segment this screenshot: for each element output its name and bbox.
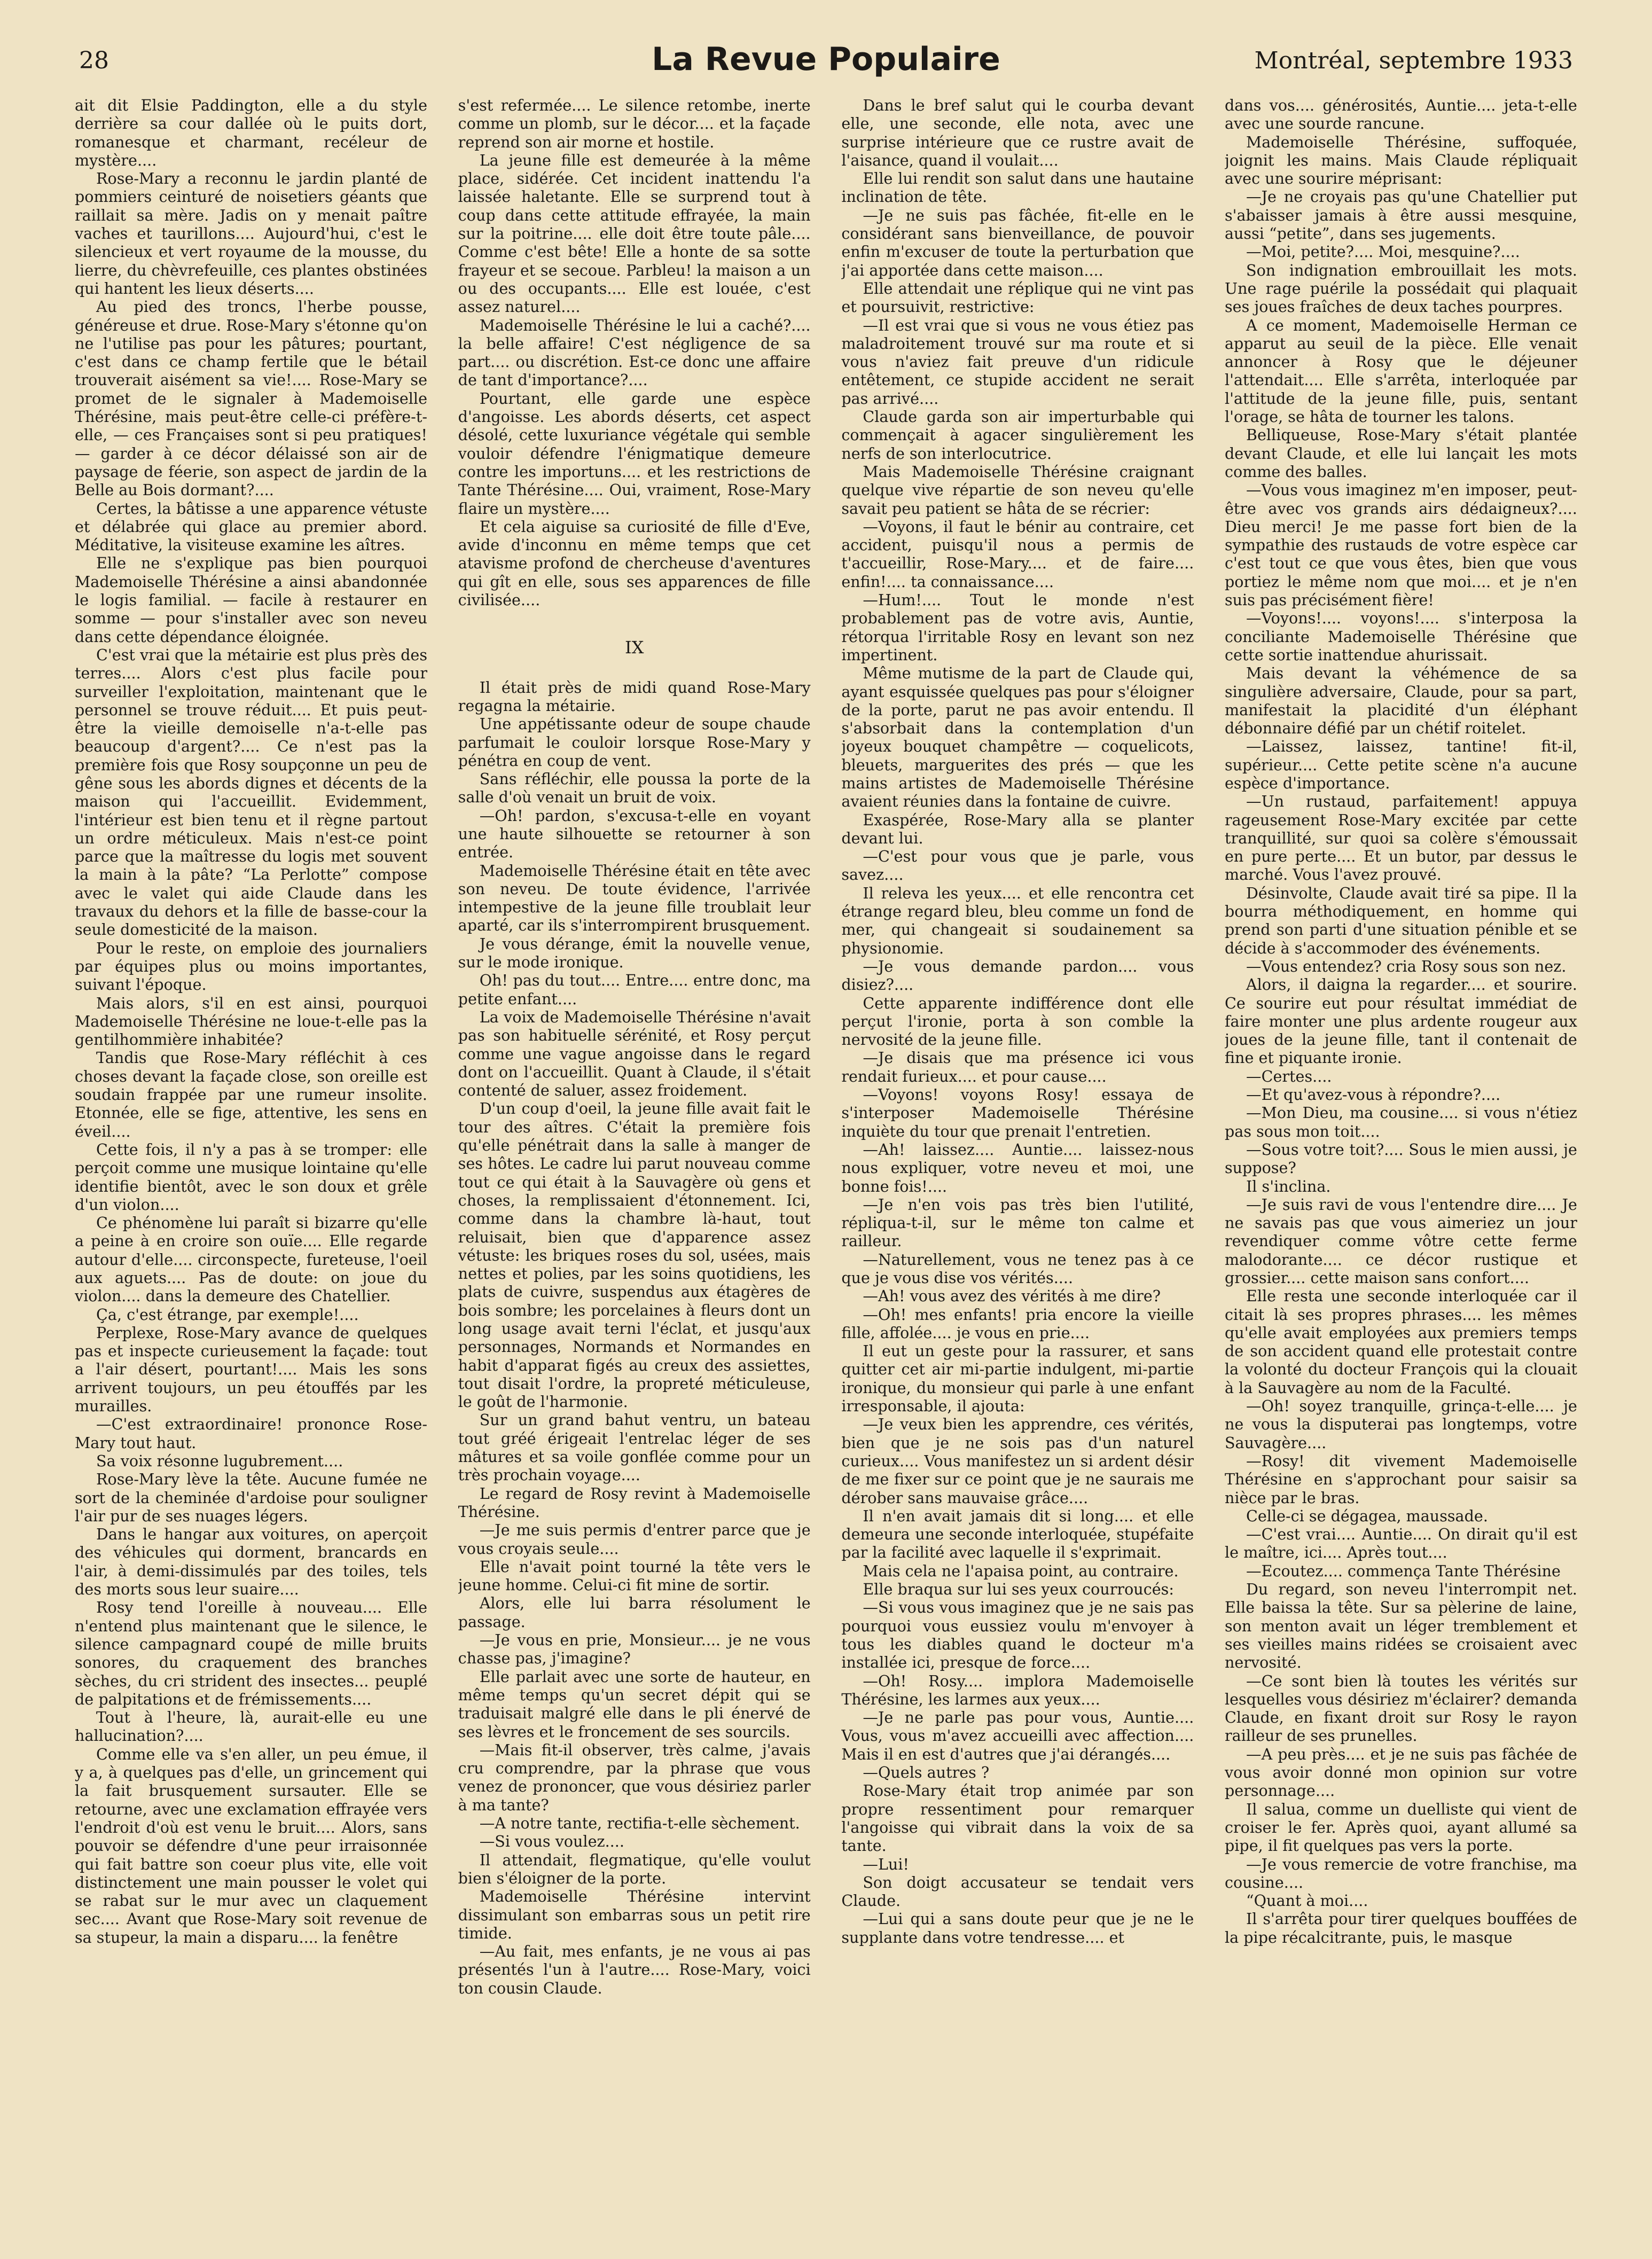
paragraph: Je vous dérange, émit la nouvelle venue, sur le mode ironique.	[458, 934, 811, 972]
paragraph: Dans le bref salut qui le courba devant elle, une seconde, elle nota, avec une surprise intérieure que ce rustre avait de l'aisance, quand il voulait....	[841, 96, 1194, 169]
paragraph: —Ah! vous avez des vérités à me dire?	[863, 1287, 1161, 1306]
paragraph: —Un rustaud, parfaitement! appuya rageusement Rose-Mary excitée par cette tranquillité, sur quoi sa colère s'émoussait en pure perte.... Et un butor, par dessus le marché. Vous l'avez prouvé.	[1224, 792, 1577, 884]
paragraph: —Lui qui a sans doute peur que je ne le supplante dans votre tendresse.... et	[841, 1910, 1194, 1947]
section-heading: IX	[624, 637, 644, 658]
paragraph: Son doigt accusateur se tendait vers Claude.	[841, 1873, 1194, 1910]
paragraph: D'un coup d'oeil, la jeune fille avait fait le tour des aîtres. C'était la première fois qu'elle pénétrait dans la salle à manger de ses hôtes. Le cadre lui parut nouveau comme tout ce qui était à la Sauvagère où gens et choses, la remplissaient d'étonnement. Ici, comme dans la chambre là-haut, tout reluisait, bien que d'apparence assez vétuste: les briques roses du sol, usées, mais nettes et polies, par les soins quotidiens, les plats de cuivre, suspendus aux étagères de bois sombre; les porcelaines à fleurs dont un long usage avait terni l'éclat, et jusqu'aux personnages, Normands et Normandes en habit d'apparat figés au creux des assiettes, tout disait l'ordre, la propreté méticuleuse, le goût de l'harmonie.	[458, 1099, 811, 1411]
paragraph: Alors, il daigna la regarder.... et sourire. Ce sourire eut pour résultat immédiat de faire monter une plus ardente rougeur aux joues de la jeune fille, tant il contenait de fine et piquante ironie.	[1224, 975, 1577, 1067]
paragraph: —Je vous remercie de votre franchise, ma cousine....	[1224, 1855, 1577, 1891]
paragraph: Le regard de Rosy revint à Mademoiselle Thérésine.	[458, 1484, 811, 1521]
paragraph: Une appétissante odeur de soupe chaude parfumait le couloir lorsque Rose-Mary y pénétra en coup de vent.	[458, 715, 811, 770]
paragraph: —Sous votre toit?.... Sous le mien aussi, je suppose?	[1224, 1140, 1577, 1177]
paragraph: Rose-Mary lève la tête. Aucune fumée ne sort de la cheminée d'ardoise pour souligner l'air pur de ses nuages légers.	[75, 1470, 427, 1525]
paragraph: Il eut un geste pour la rassurer, et sans quitter cet air mi-partie indulgent, mi-partie ironique, du monsieur qui parle à une enfant irresponsable, il ajouta:	[841, 1342, 1194, 1416]
paragraph: Mais devant la véhémence de sa singulière adversaire, Claude, pour sa part, manifestait la placidité d'un éléphant débonnaire défié par un chétif roitelet.	[1224, 664, 1577, 738]
paragraph: —Je disais que ma présence ici vous rendait furieux.... et pour cause....	[841, 1049, 1194, 1085]
paragraph: —Oh! pardon, s'excusa-t-elle en voyant une haute silhouette se retourner à son entrée.	[458, 806, 811, 862]
paragraph: —Oh! mes enfants! pria encore la vieille fille, affolée.... je vous en prie....	[841, 1305, 1194, 1342]
paragraph: Mais cela ne l'apaisa point, au contraire.	[863, 1561, 1179, 1580]
paragraph: La voix de Mademoiselle Thérésine n'avait pas son habituelle sérénité, et Rosy perçut comme une vague angoisse dans le regard dont on l'accueillit. Quant à Claude, il s'était contenté de saluer, assez froidement.	[458, 1007, 811, 1100]
paragraph: Tandis que Rose-Mary réfléchit à ces choses devant la façade close, son oreille est soudain frappée par une rumeur insolite. Etonnée, elle se fige, attentive, les sens en éveil....	[75, 1049, 427, 1140]
paragraph: s'est refermée.... Le silence retombe, inerte comme un plomb, sur le décor.... et la façade reprend son air morne et hostile.	[458, 96, 811, 151]
paragraph: —A peu près.... et je ne suis pas fâchée de vous avoir donné mon opinion sur votre personnage....	[1224, 1745, 1577, 1800]
paragraph: Sur un grand bahut ventru, un bateau tout gréé érigeait l'entrelac léger de ses mâtures et sa voile gonflée comme pour un très prochain voyage....	[458, 1411, 811, 1484]
paragraph: Elle ne s'explique pas bien pourquoi Mademoiselle Thérésine a ainsi abandonnée le logis familial. — facile à restaurer en somme — pour s'installer avec son neveu dans cette dépendance éloignée.	[75, 554, 427, 646]
column-2-bottom	[458, 678, 811, 1997]
paragraph: Certes, la bâtisse a une apparence vétuste et délabrée qui glace au premier abord. Méditative, la visiteuse examine les aîtres.	[75, 499, 427, 554]
paragraph: Rosy tend l'oreille à nouveau.... Elle n'entend plus maintenant que le silence, le silence campagnard coupé de mille bruits sonores, du craquement des branches sèches, du cri strident des insectes... peuplé de palpitations et de frémissements....	[75, 1598, 427, 1708]
paragraph: Celle-ci se dégagea, maussade.	[1246, 1506, 1488, 1525]
paragraph: Mademoiselle Thérésine intervint dissimulant son embarras sous un petit rire timide.	[458, 1887, 811, 1942]
paragraph: Pourtant, elle garde une espèce d'angoisse. Les abords déserts, cet aspect désolé, cette luxuriance végétale qui semble vouloir défendre l'énigmatique demeure contre les importuns.... et les restrictions de Tante Thérésine.... Oui, vraiment, Rose-Mary flaire un mystère....	[458, 389, 811, 518]
paragraph: Et cela aiguise sa curiosité de fille d'Eve, avide d'inconnu en même temps que cet atavisme profond de chercheuse d'aventures qui gît en elle, sous ses apparences de fille civilisée....	[458, 517, 811, 609]
column-3	[841, 96, 1194, 2222]
column-2-top	[458, 96, 811, 609]
paragraph: —C'est pour vous que je parle, vous savez....	[841, 847, 1194, 884]
paragraph: —Ce sont bien là toutes les vérités sur lesquelles vous désiriez m'éclairer? demanda Claude, en fixant droit sur Rosy le rayon railleur de ses prunelles.	[1224, 1671, 1577, 1745]
paragraph: Belliqueuse, Rose-Mary s'était plantée devant Claude, et elle lui lançait les mots comme des balles.	[1224, 426, 1577, 481]
paragraph: —Quels autres ?	[863, 1763, 990, 1782]
paragraph: —Ecoutez.... commença Tante Thérésine	[1246, 1561, 1561, 1580]
column-2	[458, 96, 811, 2222]
paragraph: Il n'en avait jamais dit si long.... et elle demeura une seconde interloquée, stupéfaite par la facilité avec laquelle il s'exprimait.	[841, 1506, 1194, 1562]
paragraph: —Je ne suis pas fâchée, fit-elle en le considérant sans bienveillance, de pouvoir enfin m'excuser de toute la perturbation que j'ai apportée dans cette maison....	[841, 206, 1194, 279]
paragraph: Elle resta une seconde interloquée car il citait là ses propres phrases.... les mêmes qu'elle avait employées aux premiers temps de son accident quand elle protestait contre la volonté du docteur François qui la clouait à la Sauvagère au nom de la Faculté.	[1224, 1287, 1577, 1397]
paragraph: —C'est vrai.... Auntie.... On dirait qu'il est le maître, ici.... Après tout....	[1224, 1525, 1577, 1562]
paragraph: —Et qu'avez-vous à répondre?....	[1246, 1085, 1501, 1104]
paragraph: Désinvolte, Claude avait tiré sa pipe. Il la bourra méthodiquement, en homme qui prend son parti d'une situation pénible et se décide à s'accommoder des événements.	[1224, 884, 1577, 957]
paragraph: —Mon Dieu, ma cousine.... si vous n'étiez pas sous mon toit....	[1224, 1104, 1577, 1140]
paragraph: —Je veux bien les apprendre, ces vérités, bien que je ne sois pas d'un naturel curieux.... Vous manifestez un si ardent désir de me fixer sur ce point que je ne saurais me dérober sans mauvaise grâce....	[841, 1415, 1194, 1507]
paragraph: —Je n'en vois pas très bien l'utilité, répliqua-t-il, sur le même ton calme et railleur.	[841, 1195, 1194, 1250]
paragraph: Il s'arrêta pour tirer quelques bouffées de la pipe récalcitrante, puis, le masque	[1224, 1910, 1577, 1947]
paragraph: —Je ne parle pas pour vous, Auntie.... Vous, vous m'avez accueilli avec affection.... Mais il en est d'autres que j'ai dérangés....	[841, 1708, 1194, 1763]
paragraph: —Je suis ravi de vous l'entendre dire.... Je ne savais pas que vous aimeriez un jour revendiquer comme vôtre cette ferme malodorante.... ce décor rustique et grossier.... cette maison sans confort....	[1224, 1195, 1577, 1287]
paragraph: Dans le hangar aux voitures, on aperçoit des véhicules qui dorment, brancards en l'air, à demi-dissimulés par des toiles, tels des morts sous leur suaire....	[75, 1525, 427, 1599]
paragraph: —Je ne croyais pas qu'une Chatellier put s'abaisser jamais à être aussi mesquine, aussi “petite”, dans ses jugements.	[1224, 187, 1577, 243]
paragraph: Du regard, son neveu l'interrompit net. Elle baissa la tête. Sur sa pèlerine de laine, son menton avait un léger tremblement et ses vieilles mains ridées se croisaient avec nervosité.	[1224, 1580, 1577, 1672]
paragraph: A ce moment, Mademoiselle Herman ce apparut au seuil de la pièce. Elle venait annoncer à Rosy que le déjeuner l'attendait.... Elle s'arrêta, interloquée par l'attitude de la jeune fille, puis, sentant l'orage, se hâta de tourner les talons.	[1224, 316, 1577, 426]
paragraph: Exaspérée, Rose-Mary alla se planter devant lui.	[841, 810, 1194, 847]
paragraph: Cette apparente indifférence dont elle perçut l'ironie, porta à son comble la nervosité de la jeune fille.	[841, 994, 1194, 1049]
paragraph: —Je me suis permis d'entrer parce que je vous croyais seule....	[458, 1521, 811, 1558]
paragraph: Même mutisme de la part de Claude qui, ayant esquissée quelques pas pour s'éloigner de la porte, parut ne pas avoir entendu. Il s'absorbait dans la contemplation d'un joyeux bouquet champêtre — coquelicots, bleuets, marguerites des prés — que les mains artistes de Mademoiselle Thérésine avaient réunies dans la fontaine de cuivre.	[841, 664, 1194, 811]
paragraph: La jeune fille est demeurée à la même place, sidérée. Cet incident inattendu l'a laissée haletante. Elle se surprend tout à coup dans cette attitude effrayée, la main sur la poitrine.... elle doit être toute pâle.... Comme c'est bête! Elle a honte de sa sotte frayeur et se secoue. Parbleu! la maison a un ou des occupants.... Elle est louée, c'est assez naturel....	[458, 151, 811, 316]
paragraph: Rose-Mary était trop animée par son propre ressentiment pour remarquer l'angoisse qui vibrait dans la voix de sa tante.	[841, 1781, 1194, 1855]
paragraph: —Il est vrai que si vous ne vous étiez pas maladroitement trouvé sur ma route et si vous n'aviez fait preuve d'un ridicule entêtement, ce stupide accident ne serait pas arrivé....	[841, 316, 1194, 408]
paragraph: Il releva les yeux.... et elle rencontra cet étrange regard bleu, bleu comme un fond de mer, qui changeait si soudainement sa physionomie.	[841, 884, 1194, 957]
paragraph: —Ah! laissez.... Auntie.... laissez-nous nous expliquer, votre neveu et moi, une bonne fois!....	[841, 1140, 1194, 1195]
paragraph: Rose-Mary a reconnu le jardin planté de pommiers ceinturé de noisetiers géants que raillait sa mère. Jadis on y menait paître vaches et taurillons.... Aujourd'hui, c'est le silencieux et vert royaume de la mousse, du lierre, du chèvrefeuille, ces plantes obstinées qui hantent les lieux déserts....	[75, 169, 427, 298]
dateline: Montréal, septembre 1933	[1254, 47, 1573, 74]
paragraph: Elle lui rendit son salut dans une hautaine inclination de tête.	[841, 169, 1194, 206]
paragraph: —Lui!	[863, 1855, 909, 1873]
paragraph: Mais Mademoiselle Thérésine craignant quelque vive répartie de son neveu qu'elle savait peu patient se hâta de se récrier:	[841, 462, 1194, 518]
paragraph: —Hum!.... Tout le monde n'est probablement pas de votre avis, Auntie, rétorqua l'irritable Rosy en levant son nez impertinent.	[841, 591, 1194, 664]
paragraph: Son indignation embrouillait les mots. Une rage puérile la possédait qui plaquait ses joues fraîches de deux taches pourpres.	[1224, 261, 1577, 316]
paragraph: Comme elle va s'en aller, un peu émue, il y a, à quelques pas d'elle, un grincement qui la fait brusquement sursauter. Elle se retourne, avec une exclamation effrayée vers l'endroit d'où est venu le bruit.... Alors, sans pouvoir se défendre d'une peur irraisonnée qui fait battre son coeur plus vite, elle voit distinctement une main pousser le volet qui se rabat sur le mur avec un claquement sec.... Avant que Rose-Mary soit revenue de sa stupeur, la main a disparu.... la fenêtre	[75, 1745, 427, 1947]
paragraph: Sans réfléchir, elle poussa la porte de la salle d'où venait un bruit de voix.	[458, 770, 811, 807]
paragraph: Au pied des troncs, l'herbe pousse, généreuse et drue. Rose-Mary s'étonne qu'on ne l'utilise pas pour les pâtures; pourtant, c'est dans ce champ fertile que le bétail trouverait aisément sa vie!.... Rose-Mary se promet de le signaler à Mademoiselle Thérésine, mais peut-être celle-ci préfère-t-elle, — ces Françaises sont si peu pratiques! — garder à ce décor délaissé son air de paysage de féerie, son aspect de jardin de la Belle au Bois dormant?....	[75, 298, 427, 499]
paragraph: —Si vous voulez....	[479, 1832, 624, 1851]
paragraph: “Quant à moi....	[1246, 1891, 1368, 1910]
paragraph: Pour le reste, on emploie des journaliers par équipes plus ou moins importantes, suivant l'époque.	[75, 939, 427, 994]
paragraph: —Certes....	[1246, 1067, 1332, 1085]
paragraph: —Mais fit-il observer, très calme, j'avais cru comprendre, par la phrase que vous venez de prononcer, que vous désiriez parler à ma tante?	[458, 1740, 811, 1814]
paragraph: Elle attendait une réplique qui ne vint pas et poursuivit, restrictive:	[841, 279, 1194, 316]
paragraph: Elle braqua sur lui ses yeux courroucés:	[863, 1580, 1174, 1599]
paragraph: —C'est extraordinaire! prononce Rose-Mary tout haut.	[75, 1415, 427, 1452]
paragraph: Ce phénomène lui paraît si bizarre qu'elle a peine à en croire son ouïe.... Elle regarde autour d'elle.... circonspecte, fureteuse, l'oeil aux aguets.... Pas de doute: on joue du violon.... dans la demeure des Chatellier.	[75, 1214, 427, 1306]
paragraph: —Laissez, laissez, tantine! fit-il, supérieur.... Cette petite scène n'a aucune espèce d'importance.	[1224, 737, 1577, 792]
paragraph: —Au fait, mes enfants, je ne vous ai pas présentés l'un à l'autre.... Rose-Mary, voici ton cousin Claude.	[458, 1942, 811, 1997]
paragraph: Mademoiselle Thérésine était en tête avec son neveu. De toute évidence, l'arrivée intempestive de la jeune fille troublait leur aparté, car ils s'interrompirent brusquement.	[458, 861, 811, 935]
paragraph: —Oh! soyez tranquille, grinça-t-elle.... je ne vous la disputerai pas longtemps, votre Sauvagère....	[1224, 1397, 1577, 1452]
paragraph: —A notre tante, rectifia-t-elle sèchement.	[479, 1814, 800, 1833]
page-number: 28	[79, 47, 109, 74]
paragraph: Mademoiselle Thérésine, suffoquée, joignit les mains. Mais Claude répliquait avec une sourire méprisant:	[1224, 132, 1577, 188]
paragraph: —Voyons, il faut le bénir au contraire, cet accident, puisqu'il nous a permis de t'accueillir, Rose-Mary.... et de faire.... enfin!.... ta connaissance....	[841, 517, 1194, 591]
paragraph: —Vous entendez? cria Rosy sous son nez.	[1246, 957, 1567, 975]
paragraph: Oh! pas du tout.... Entre.... entre donc, ma petite enfant....	[458, 971, 811, 1008]
page-header	[75, 37, 1577, 96]
paragraph: —Oh! Rosy.... implora Mademoiselle Thérésine, les larmes aux yeux....	[841, 1671, 1194, 1708]
paragraph: Il attendait, flegmatique, qu'elle voulut bien s'éloigner de la porte.	[458, 1850, 811, 1887]
paragraph: Mademoiselle Thérésine le lui a caché?.... la belle affaire! C'est négligence de sa part.... ou discrétion. Est-ce donc une affaire de tant d'importance?....	[458, 316, 811, 389]
column-1	[75, 96, 427, 2222]
paragraph: —Voyons!.... voyons!.... s'interposa la conciliante Mademoiselle Thérésine que cette sortie inattendue ahurissait.	[1224, 609, 1577, 664]
paragraph: Il était près de midi quand Rose-Mary regagna la métairie.	[458, 678, 811, 715]
paragraph: Mais alors, s'il en est ainsi, pourquoi Mademoiselle Thérésine ne loue-t-elle pas la gentilhommière inhabitée?	[75, 994, 427, 1049]
paragraph: Il s'inclina.	[1246, 1177, 1331, 1195]
paragraph: —Naturellement, vous ne tenez pas à ce que je vous dise vos vérités....	[841, 1250, 1194, 1287]
publication-title: La Revue Populaire	[652, 41, 1000, 78]
paragraph: —Voyons! voyons Rosy! essaya de s'interposer Mademoiselle Thérésine inquiète du tour que prenait l'entretien.	[841, 1085, 1194, 1140]
paragraph: —Je vous demande pardon.... vous disiez?....	[841, 957, 1194, 994]
paragraph: Perplexe, Rose-Mary avance de quelques pas et inspecte curieusement la façade: tout a l'air désert, pourtant!.... Mais les sons arrivent toujours, un peu étouffés par les murailles.	[75, 1323, 427, 1416]
paragraph: Elle n'avait point tourné la tête vers le jeune homme. Celui-ci fit mine de sortir.	[458, 1557, 811, 1594]
article-columns	[75, 96, 1577, 2222]
paragraph: —Vous vous imaginez m'en imposer, peut-être avec vos grands airs dédaigneux?.... Dieu merci! Je me passe fort bien de la sympathie des rustauds de votre espèce car c'est tout ce que vous êtes, bien que vous portiez le même nom que moi.... et je n'en suis pas précisément fière!	[1224, 481, 1577, 609]
paragraph: —Rosy! dit vivement Mademoiselle Thérésine en s'approchant pour saisir sa nièce par le bras.	[1224, 1451, 1577, 1507]
paragraph: Ça, c'est étrange, par exemple!....	[96, 1305, 359, 1324]
paragraph: dans vos.... générosités, Auntie.... jeta-t-elle avec une sourde rancune.	[1224, 96, 1577, 133]
paragraph: Elle parlait avec une sorte de hauteur, en même temps qu'un secret dépit qui se traduisait malgré elle dans le pli énervé de ses lèvres et le froncement de ses sourcils.	[458, 1667, 811, 1741]
paragraph: Cette fois, il n'y a pas à se tromper: elle perçoit comme une musique lointaine qu'elle identifie bientôt, avec le son doux et grêle d'un violon....	[75, 1140, 427, 1214]
paragraph: —Moi, petite?.... Moi, mesquine?....	[1246, 243, 1520, 261]
paragraph: C'est vrai que la métairie est plus près des terres.... Alors c'est plus facile pour surveiller l'exploitation, maintenant que le personnel se trouve réduit.... Et puis peut-être la vieille demoiselle n'a-t-elle pas beaucoup d'argent?.... Ce n'est pas la première fois que Rosy soupçonne un peu de gêne sous les abords dignes et décents de la maison qui l'accueillit. Evidemment, l'intérieur est bien tenu et il règne partout un ordre méticuleux. Mais n'est-ce point parce que la maîtresse du logis met souvent la main à la pâte? “La Perlotte” compose avec le valet qui aide Claude dans les travaux du dehors et la fille de basse-cour la seule domesticité de la maison.	[75, 645, 427, 939]
paragraph: Tout à l'heure, là, aurait-elle eu une hallucination?....	[75, 1708, 427, 1745]
column-4	[1225, 96, 1577, 2222]
paragraph: —Si vous vous imaginez que je ne sais pas pourquoi vous eussiez voulu m'envoyer à tous les diables quand le docteur m'a installée ici, presque de force....	[841, 1598, 1194, 1672]
paragraph: Il salua, comme un duelliste qui vient de croiser le fer. Après quoi, ayant allumé sa pipe, il fit quelques pas vers la porte.	[1224, 1800, 1577, 1855]
paragraph: ait dit Elsie Paddington, elle a du style derrière sa cour dallée où le puits dort, romanesque et charmant, recéleur de mystère....	[75, 96, 427, 169]
paragraph: Alors, elle lui barra résolument le passage.	[458, 1594, 811, 1631]
paragraph: Claude garda son air imperturbable qui commençait à agacer singulièrement les nerfs de son interlocutrice.	[841, 408, 1194, 463]
paragraph: Sa voix résonne lugubrement....	[96, 1451, 343, 1470]
paragraph: —Je vous en prie, Monsieur.... je ne vous chasse pas, j'imagine?	[458, 1631, 811, 1668]
